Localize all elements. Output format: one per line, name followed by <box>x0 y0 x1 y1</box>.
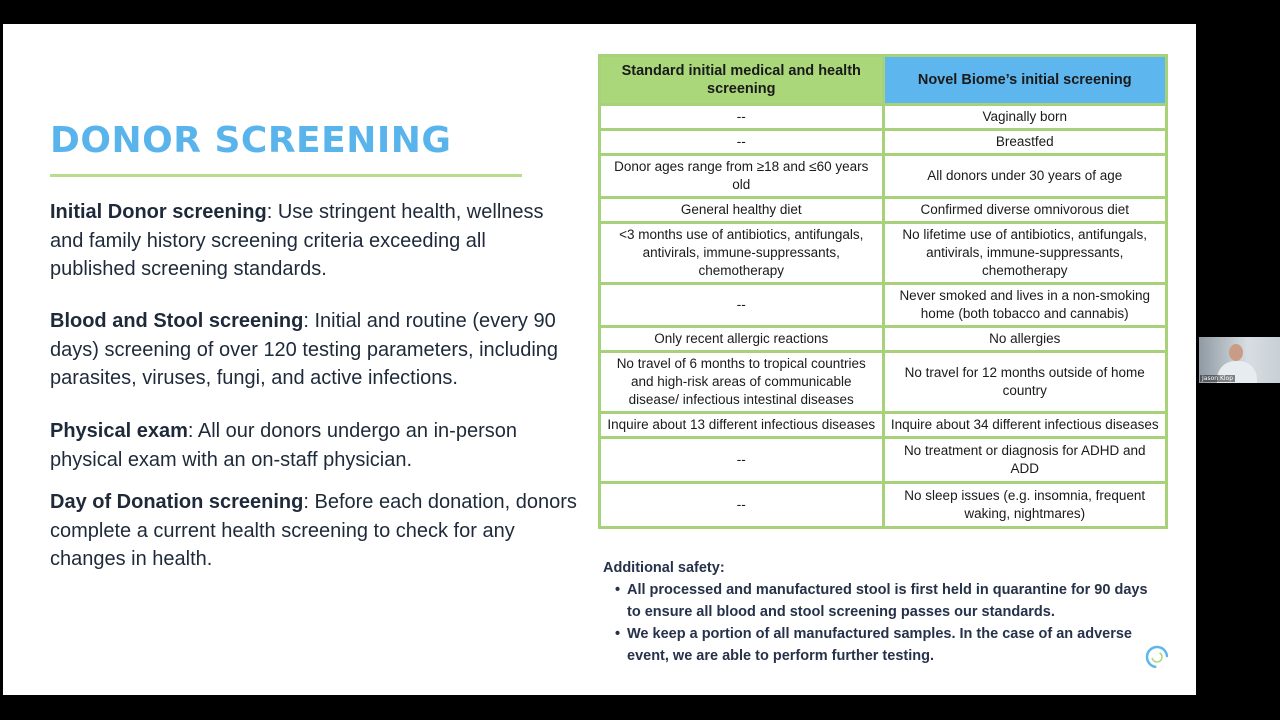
cell-standard: Only recent allergic reactions <box>600 327 884 352</box>
table-row <box>600 284 1167 327</box>
section-heading: Physical exam <box>50 420 188 442</box>
presentation-slide <box>3 24 1196 695</box>
list-item: • We keep a portion of all manufactured samples. In the case of an adverse event, we are able to perform further testing. <box>627 623 1163 667</box>
header-novel-biome: Novel Biome’s initial screening <box>883 56 1167 105</box>
section-text: : Before each donation, donors complete a current health screening to check for any changes in health. <box>50 491 577 570</box>
participant-video-tile[interactable] <box>1199 337 1280 383</box>
cell-novel: No allergies <box>883 327 1167 352</box>
cell-novel: Vaginally born <box>883 105 1167 130</box>
table-row <box>600 155 1167 198</box>
cell-standard: <3 months use of antibiotics, antifungals, antivirals, immune-suppressants, chemotherapy <box>600 223 884 284</box>
cell-novel: No treatment or diagnosis for ADHD and ADD <box>883 438 1167 483</box>
header-standard: Standard initial medical and health screening <box>600 56 884 105</box>
table-row <box>600 352 1167 413</box>
participant-head <box>1229 344 1243 361</box>
cell-standard: Inquire about 13 different infectious diseases <box>600 413 884 438</box>
section-text: : Use stringent health, wellness and family history screening criteria exceeding all published screening standards. <box>50 201 544 280</box>
section-heading: Blood and Stool screening <box>50 310 304 332</box>
cell-standard: No travel of 6 months to tropical countries and high-risk areas of communicable disease/ infectious intestinal diseases <box>600 352 884 413</box>
cell-standard: -- <box>600 105 884 130</box>
cell-standard: -- <box>600 130 884 155</box>
table-row <box>600 483 1167 528</box>
section-heading: Day of Donation screening <box>50 491 304 513</box>
screening-comparison-table <box>598 54 1168 529</box>
table-row <box>600 198 1167 223</box>
list-item: • All processed and manufactured stool is first held in quarantine for 90 days to ensure all blood and stool screening passes our standards. <box>627 579 1163 623</box>
cell-standard: Donor ages range from ≥18 and ≤60 years old <box>600 155 884 198</box>
cell-novel: Breastfed <box>883 130 1167 155</box>
safety-heading: Additional safety: <box>603 560 725 576</box>
cell-standard: -- <box>600 483 884 528</box>
safety-list <box>603 579 1163 667</box>
cell-novel: Inquire about 34 different infectious diseases <box>883 413 1167 438</box>
cell-novel: Never smoked and lives in a non-smoking home (both tobacco and cannabis) <box>883 284 1167 327</box>
cell-standard: General healthy diet <box>600 198 884 223</box>
novel-biome-logo-icon <box>1144 644 1170 670</box>
section-day-of-donation <box>50 488 590 574</box>
section-heading: Initial Donor screening <box>50 201 267 223</box>
cell-novel: All donors under 30 years of age <box>883 155 1167 198</box>
cell-novel: No lifetime use of antibiotics, antifungals, antivirals, immune-suppressants, chemotherapy <box>883 223 1167 284</box>
cell-standard: -- <box>600 284 884 327</box>
section-text: : All our donors undergo an in-person physical exam with an on-staff physician. <box>50 420 517 471</box>
table-header-row <box>600 56 1167 105</box>
table-row <box>600 130 1167 155</box>
table-row <box>600 438 1167 483</box>
section-blood-stool <box>50 307 585 393</box>
table-row <box>600 223 1167 284</box>
cell-novel: No travel for 12 months outside of home country <box>883 352 1167 413</box>
table-row <box>600 105 1167 130</box>
cell-standard: -- <box>600 438 884 483</box>
additional-safety <box>603 557 1163 667</box>
section-text: : Initial and routine (every 90 days) screening of over 120 testing parameters, including parasites, viruses, fungi, and active infections. <box>50 310 559 389</box>
table-row <box>600 413 1167 438</box>
title-underline <box>50 174 522 177</box>
cell-novel: No sleep issues (e.g. insomnia, frequent waking, nightmares) <box>883 483 1167 528</box>
participant-name-label: Jason Klop <box>1202 375 1234 382</box>
section-physical-exam <box>50 417 570 474</box>
section-initial-donor <box>50 198 570 284</box>
slide-title: DONOR SCREENING <box>50 120 452 161</box>
cell-novel: Confirmed diverse omnivorous diet <box>883 198 1167 223</box>
table-row <box>600 327 1167 352</box>
